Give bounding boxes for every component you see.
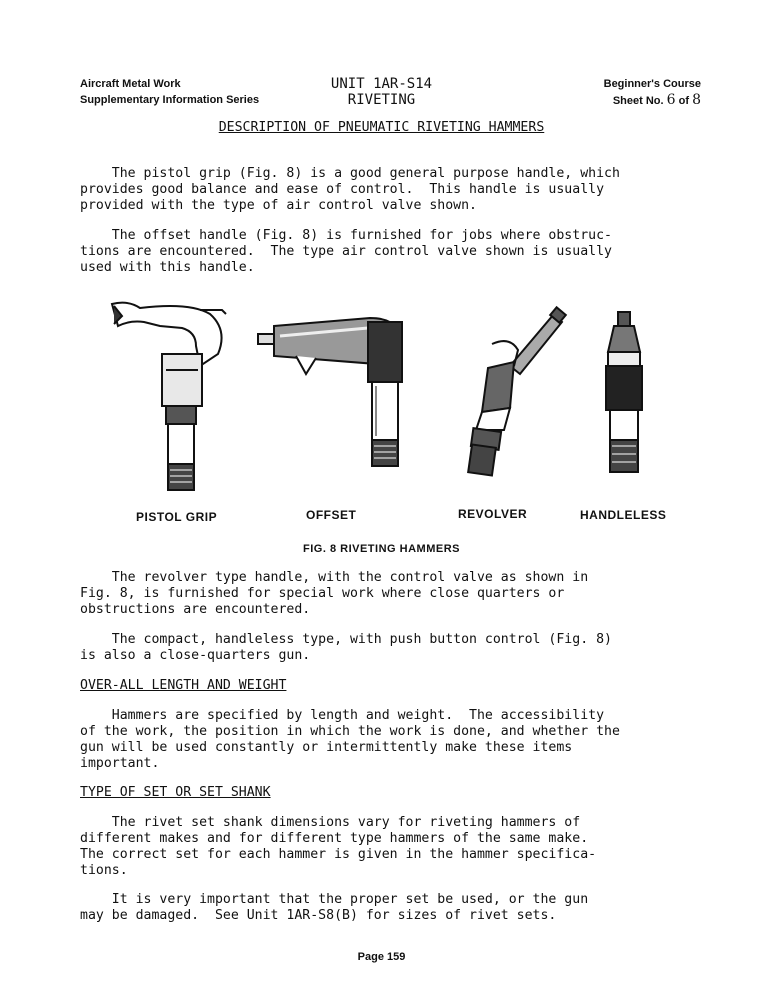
header-series: Supplementary Information Series: [80, 94, 260, 106]
subhead-length-weight: OVER-ALL LENGTH AND WEIGHT: [80, 678, 287, 693]
header-course-level: Beginner's Course: [603, 78, 701, 90]
subhead-set-shank: TYPE OF SET OR SET SHANK: [80, 785, 271, 800]
revolver-hammer-illustration: [468, 307, 566, 475]
header-sheet: [604, 92, 701, 109]
header-course-title: Aircraft Metal Work: [80, 78, 181, 90]
header-topic: RIVETING: [347, 92, 416, 108]
page-number: Page 159: [357, 951, 406, 963]
sheet-total: 8: [692, 92, 701, 108]
figure-riveting-hammers: [100, 296, 700, 496]
header-right: [604, 76, 701, 109]
offset-hammer-illustration: [258, 318, 402, 466]
pistol-grip-hammer-illustration: [112, 303, 226, 490]
page-title: DESCRIPTION OF PNEUMATIC RIVETING HAMMERS: [218, 120, 545, 135]
label-pistol-grip: PISTOL GRIP: [136, 510, 218, 524]
figure-caption: FIG. 8 RIVETING HAMMERS: [303, 543, 460, 555]
label-handleless: HANDLELESS: [580, 508, 667, 522]
paragraph-handleless: The compact, handleless type, with push button control (Fig. 8) is also a close-quarters gun.: [80, 632, 612, 663]
sheet-label: Sheet No.: [612, 95, 664, 107]
sheet-number: 6: [666, 92, 676, 108]
paragraph-length-weight: Hammers are specified by length and weight. The accessibility of the work, the position in which the work is done, and whether the gun will be used constantly or intermittently make these items important.: [80, 708, 620, 771]
header-unit: UNIT 1AR-S14: [330, 76, 433, 92]
sheet-of: of: [678, 95, 690, 107]
paragraph-pistol-grip: The pistol grip (Fig. 8) is a good general purpose handle, which provides good balance and ease of control. This handle is usually provided with the type of air control valve shown.: [80, 166, 620, 213]
label-offset: OFFSET: [306, 508, 357, 522]
paragraph-set-shank: The rivet set shank dimensions vary for riveting hammers of different makes and for different type hammers of the same make. The correct set for each hammer is given in the hammer specifica- tions.: [80, 815, 597, 878]
paragraph-offset-handle: The offset handle (Fig. 8) is furnished for jobs where obstruc- tions are encountered. The type air control valve shown is usually used with this handle.: [80, 228, 612, 275]
paragraph-revolver: The revolver type handle, with the control valve as shown in Fig. 8, is furnished for special work where close quarters or obstructions are encountered.: [80, 570, 589, 617]
label-revolver: REVOLVER: [458, 507, 528, 521]
paragraph-proper-set: It is very important that the proper set be used, or the gun may be damaged. See Unit 1AR-S8(B) for sizes of rivet sets.: [80, 892, 589, 923]
handleless-hammer-illustration: [606, 312, 642, 472]
